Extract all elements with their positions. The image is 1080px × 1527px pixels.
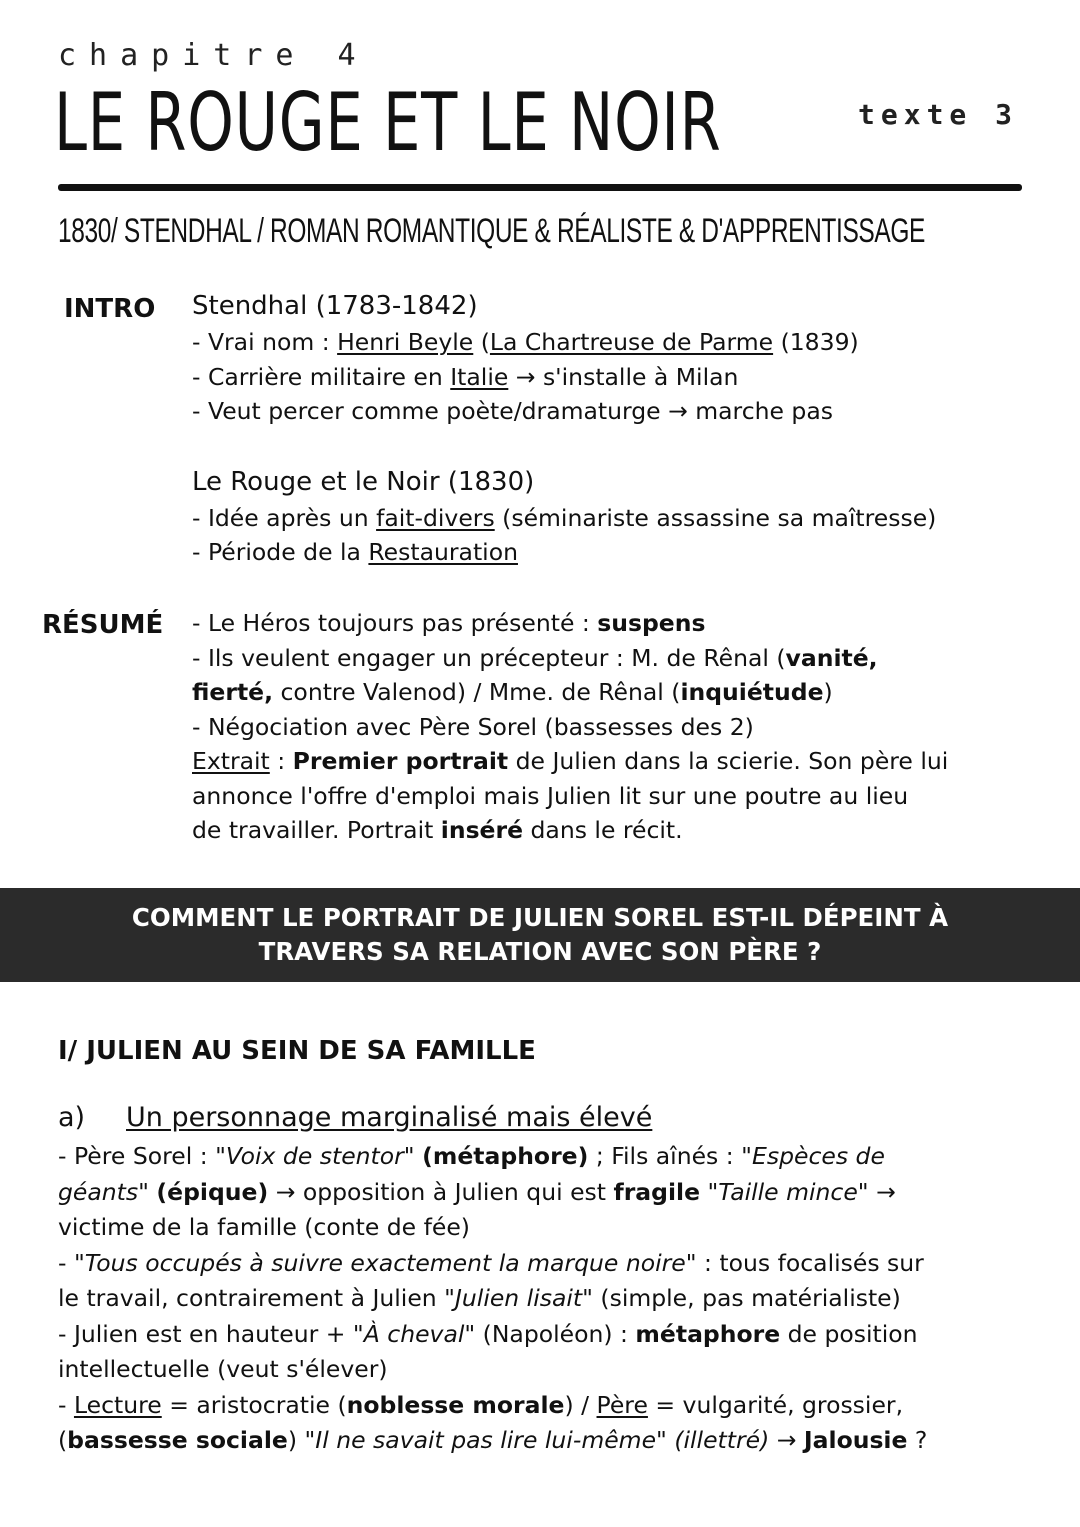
body-line: - Père Sorel : "Voix de stentor" (métaphore) ; Fils aînés : "Espèces de — [58, 1142, 885, 1170]
resume-block — [192, 606, 1022, 848]
subsection-heading — [58, 1102, 652, 1133]
resume-line: de travailler. Portrait inséré dans le récit. — [192, 816, 683, 844]
author-line-2: - Carrière militaire en Italie → s'installe à Milan — [192, 362, 739, 391]
body-line: (bassesse sociale) "Il ne savait pas lire lui-même" (illettré) → Jalousie ? — [58, 1426, 928, 1454]
banner-line-1: COMMENT LE PORTRAIT DE JULIEN SOREL EST-IL DÉPEINT À — [131, 903, 949, 932]
novel-line-1: - Idée après un fait-divers (séminariste assassine sa maîtresse) — [192, 503, 937, 532]
chapter-label: chapitre 4 — [58, 38, 369, 73]
resume-label: RÉSUMÉ — [42, 610, 164, 640]
title-divider — [58, 184, 1022, 191]
resume-line: - Le Héros toujours pas présenté : suspens — [192, 609, 706, 637]
body-line: géants" (épique) → opposition à Julien qui est fragile "Taille mince" → — [58, 1177, 896, 1206]
subsection-title: Un personnage marginalisé mais élevé — [126, 1102, 653, 1133]
subsection-letter: a) — [58, 1102, 86, 1133]
section-title: I/ JULIEN AU SEIN DE SA FAMILLE — [58, 1036, 536, 1066]
body-line: intellectuelle (veut s'élever) — [58, 1355, 388, 1383]
author-line-1: - Vrai nom : Henri Beyle (La Chartreuse de Parme (1839) — [192, 328, 859, 356]
body-line: le travail, contrairement à Julien "Julien lisait" (simple, pas matérialiste) — [58, 1284, 901, 1312]
resume-line: - Négociation avec Père Sorel (bassesses des 2) — [192, 712, 754, 741]
body-line: victime de la famille (conte de fée) — [58, 1213, 470, 1241]
problematique-banner — [0, 888, 1080, 982]
resume-line: annonce l'offre d'emploi mais Julien lit sur une poutre au lieu — [192, 781, 909, 810]
resume-line: Extrait : Premier portrait de Julien dans la scierie. Son père lui — [192, 747, 949, 775]
body-line: - "Tous occupés à suivre exactement la marque noire" : tous focalisés sur — [58, 1248, 924, 1277]
work-info: 1830/ STENDHAL / ROMAN ROMANTIQUE & RÉALISTE & D'APPRENTISSAGE — [58, 212, 926, 250]
intro-block — [192, 287, 1022, 570]
resume-line: fierté, contre Valenod) / Mme. de Rênal (inquiétude) — [192, 678, 833, 706]
intro-label: INTRO — [64, 294, 156, 324]
novel-heading: Le Rouge et le Noir (1830) — [192, 466, 535, 497]
section-body — [58, 1139, 1018, 1459]
novel-line-2: - Période de la Restauration — [192, 538, 518, 566]
body-line: - Julien est en hauteur + "À cheval" (Napoléon) : métaphore de position — [58, 1319, 918, 1348]
body-line: - Lecture = aristocratie (noblesse morale) / Père = vulgarité, grossier, — [58, 1390, 904, 1419]
page-title: LE ROUGE ET LE NOIR — [54, 76, 722, 169]
resume-line: - Ils veulent engager un précepteur : M. de Rênal (vanité, — [192, 643, 878, 672]
author-heading: Stendhal (1783-1842) — [192, 291, 478, 321]
author-line-3: - Veut percer comme poète/dramaturge → marche pas — [192, 397, 833, 425]
banner-line-2: TRAVERS SA RELATION AVEC SON PÈRE ? — [258, 937, 822, 966]
text-number-label: texte 3 — [858, 98, 1019, 131]
